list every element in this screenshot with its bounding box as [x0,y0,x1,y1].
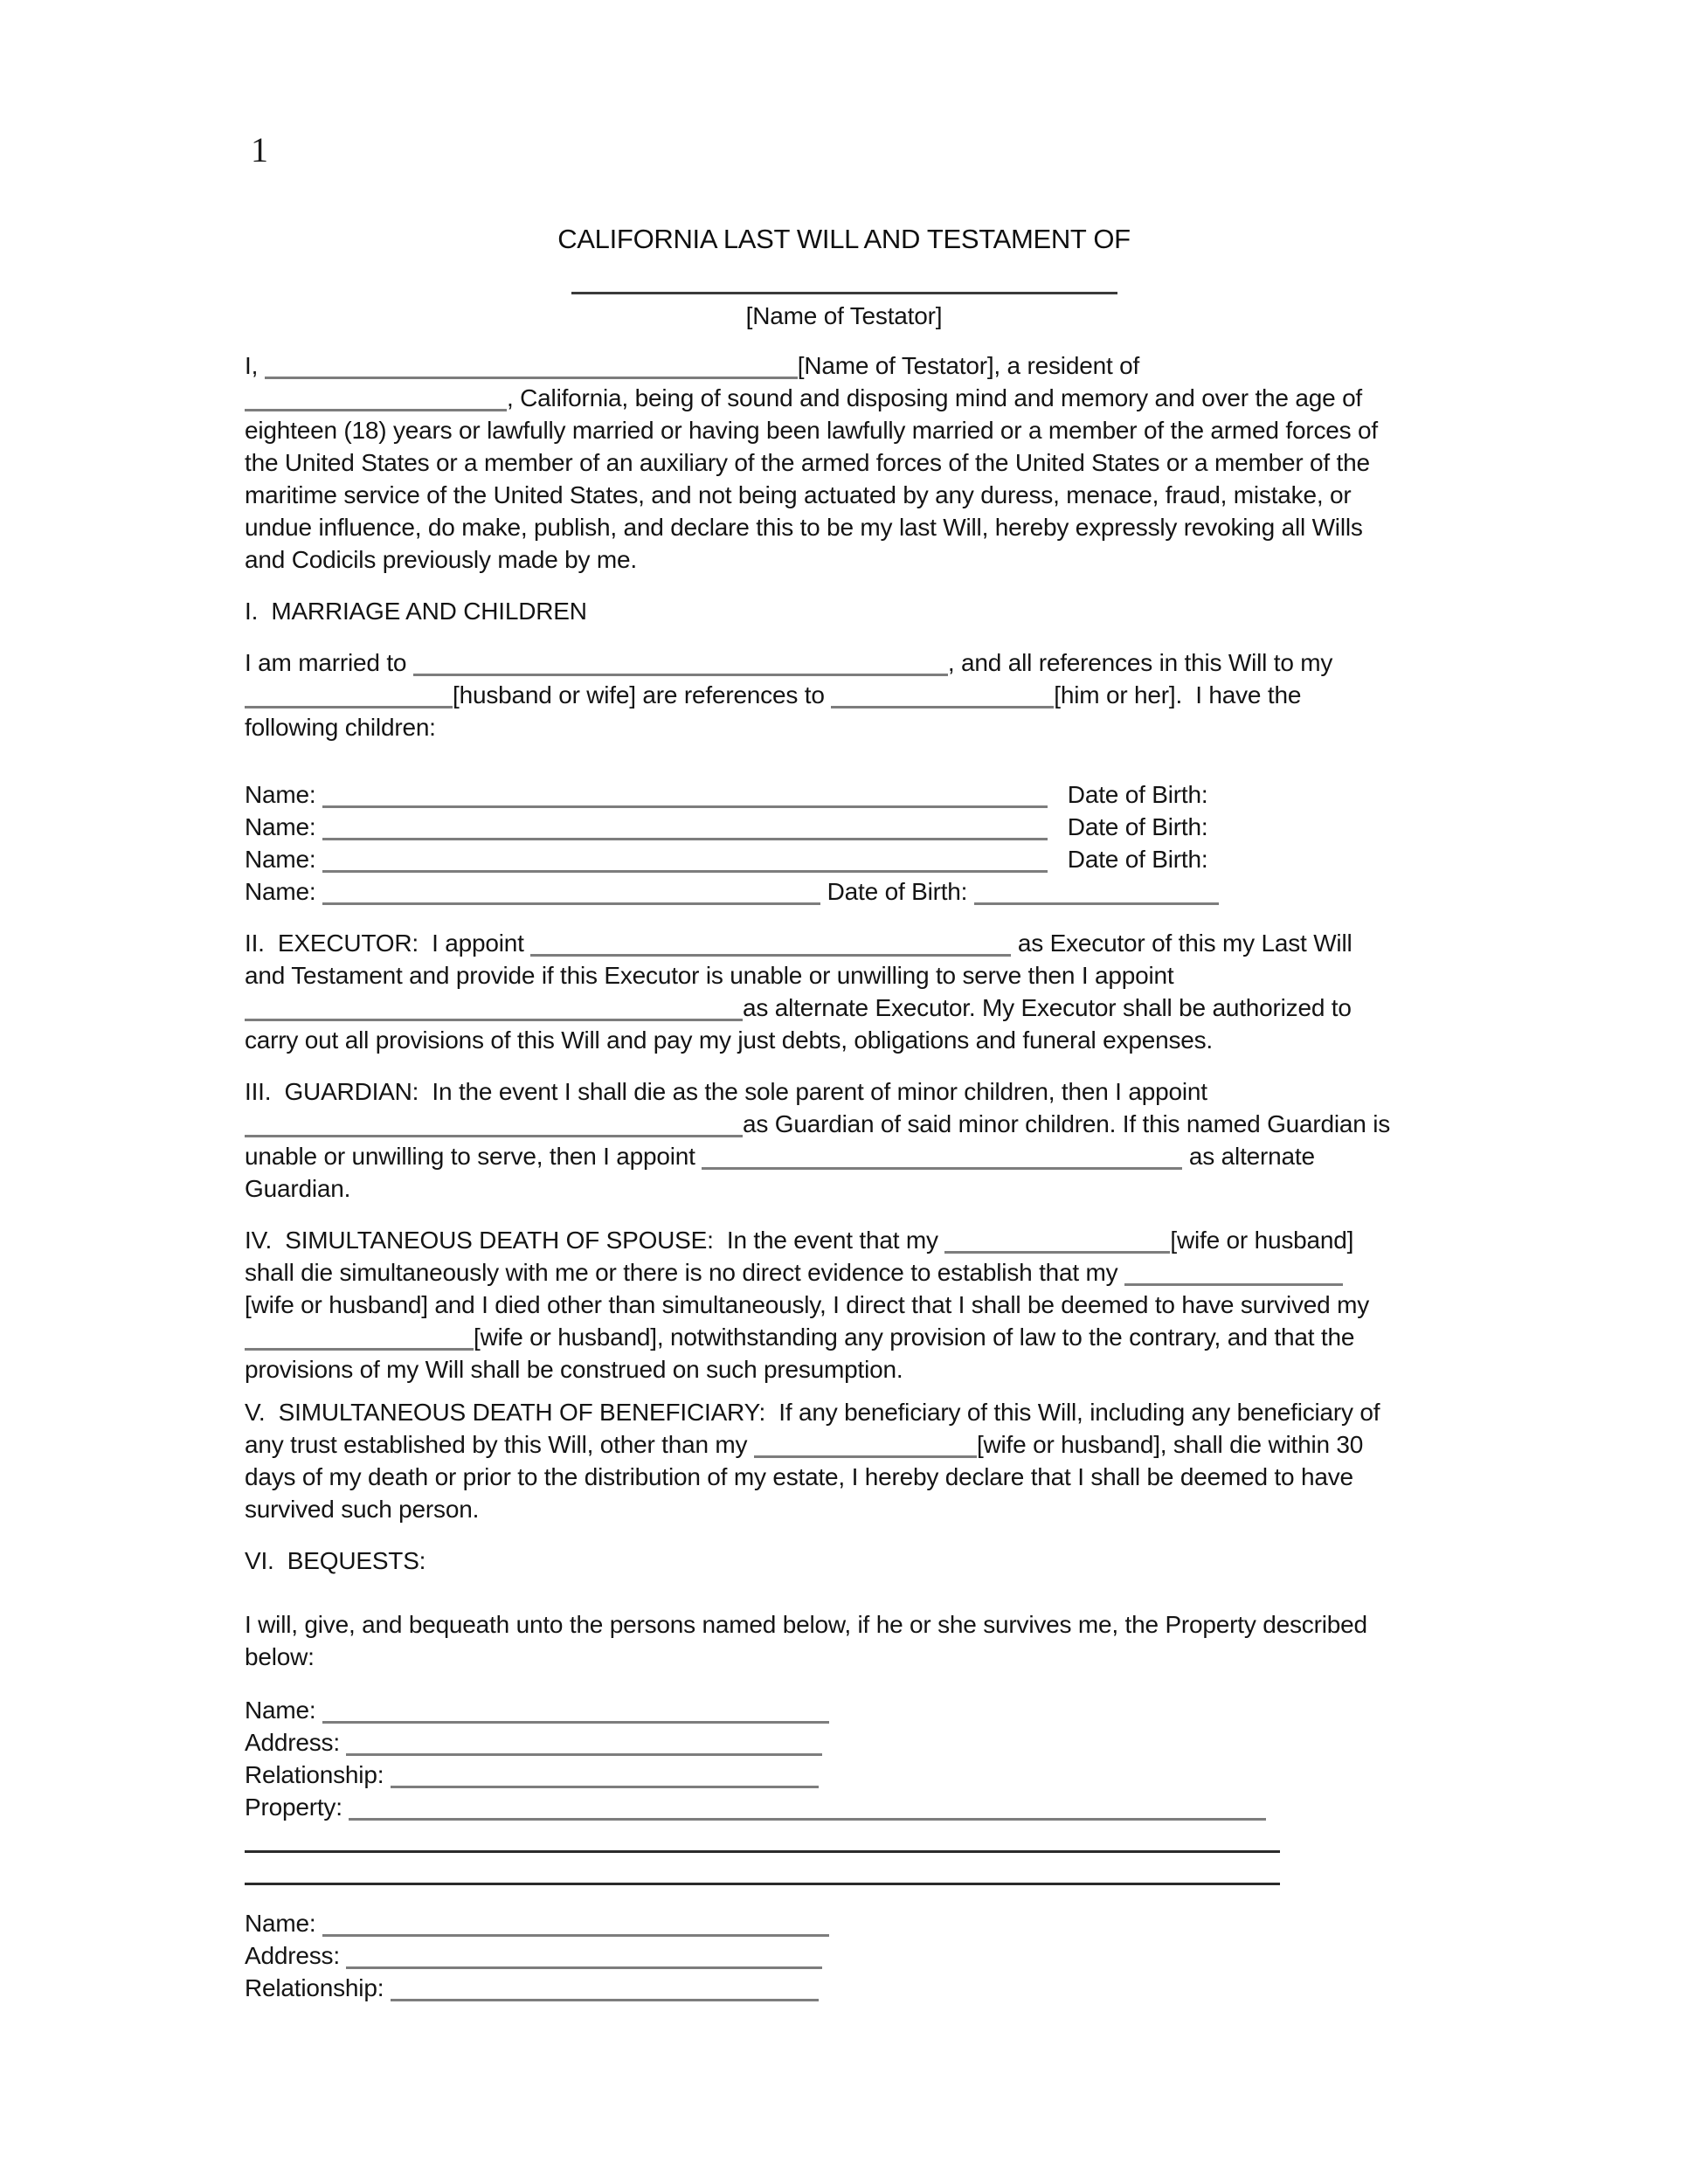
text-line [245,1461,1450,1493]
section-executor [245,927,1450,1056]
blank-field-line [322,869,1048,873]
text-segment: Name: [245,1910,323,1937]
section-heading-bequests [245,1545,1450,1577]
text-segment: I am married to [245,649,413,676]
text-line [245,1224,1450,1256]
text-line [245,1289,1450,1321]
text-segment: Name: [245,813,323,840]
text-segment: [wife or husband], notwithstanding any provision of law to the contrary, and that the [474,1324,1355,1351]
blank-field-line [346,1966,822,1969]
text-line [245,1140,1450,1172]
text-segment: Guardian. [245,1175,351,1202]
text-line [245,543,1450,576]
bequests-intro [245,1608,1450,1673]
blank-field-line [322,902,820,905]
document-body [245,349,1450,2004]
opening-paragraph [245,349,1450,576]
text-segment: Address: [245,1942,347,1969]
text-line [245,1024,1450,1056]
text-segment: provisions of my Will shall be construed on such presumption. [245,1356,903,1383]
text-line [245,414,1450,446]
blank-field-line [322,805,1048,808]
text-line [245,479,1450,511]
text-line [245,1759,1450,1791]
text-segment: days of my death or prior to the distribution of my estate, I hereby declare that I shall be deemed to have [245,1463,1353,1490]
text-segment: [wife or husband], shall die within 30 [976,1431,1364,1458]
text-line [245,992,1450,1024]
blank-field-line [831,705,1054,708]
text-line [245,1641,1450,1673]
text-line [245,1791,1450,1823]
text-line [245,1694,1450,1726]
text-segment: Date of Birth: [1048,781,1208,808]
text-segment: below: [245,1643,315,1670]
text-line [245,1493,1450,1525]
text-segment: and Testament and provide if this Executor is unable or unwilling to serve then I appoint [245,962,1174,989]
blank-field-line [530,953,1011,957]
text-line [245,646,1450,679]
text-line [245,349,1450,382]
text-line [245,843,1450,875]
text-line [245,595,1450,627]
text-segment: survived such person. [245,1496,480,1523]
section-simultaneous-death-beneficiary [245,1396,1450,1525]
text-segment: IV. SIMULTANEOUS DEATH OF SPOUSE: In the event that my [245,1227,945,1254]
text-segment: Date of Birth: [1048,846,1208,873]
children-list [245,778,1450,908]
text-line [245,811,1450,843]
section-simultaneous-death-spouse [245,1224,1450,1386]
text-line [245,1321,1450,1353]
blank-field-line [391,1785,819,1788]
text-line [245,1608,1450,1641]
text-segment: Name: [245,878,323,905]
blank-field-line [754,1455,977,1458]
blank-field-line [265,376,798,379]
text-segment: III. GUARDIAN: In the event I shall die as the sole parent of minor children, then I appoint [245,1078,1207,1105]
text-line [245,1726,1450,1759]
text-line [245,1256,1450,1289]
text-segment: following children: [245,714,436,741]
text-line [245,1172,1450,1205]
blank-field-line [245,1347,474,1351]
document-title: CALIFORNIA LAST WILL AND TESTAMENT OF [557,224,1131,254]
text-segment: Relationship: [245,1974,391,2001]
text-line [245,382,1450,414]
text-line [245,1972,1450,2004]
text-segment: [Name of Testator], a resident of [797,352,1140,379]
text-line [245,511,1450,543]
text-segment: Name: [245,846,323,873]
marriage-paragraph [245,646,1450,743]
text-segment: eighteen (18) years or lawfully married or having been lawfully married or a member of the armed forces of [245,417,1378,444]
text-segment: I, [245,352,265,379]
text-segment: Date of Birth: [1048,813,1208,840]
text-segment: I will, give, and bequeath unto the persons named below, if he or she survives me, the Property described [245,1611,1367,1638]
blank-field-line [413,673,948,676]
blank-field-line [349,1817,1266,1821]
text-segment: Address: [245,1729,347,1756]
text-segment: I. MARRIAGE AND CHILDREN [245,598,587,625]
text-segment: carry out all provisions of this Will and pay my just debts, obligations and funeral expenses. [245,1026,1213,1054]
page-number: 1 [251,130,268,169]
text-segment: as alternate Executor. My Executor shall be authorized to [743,994,1352,1021]
text-line [245,1396,1450,1428]
text-segment: undue influence, do make, publish, and declare this to be my last Will, hereby expressly revoking all Wills [245,514,1363,541]
text-segment: the United States or a member of an auxiliary of the armed forces of the United States or a member of the [245,449,1370,476]
text-segment: unable or unwilling to serve, then I appoint [245,1143,702,1170]
text-segment: and Codicils previously made by me. [245,546,637,573]
blank-field-line [702,1166,1182,1170]
text-line [245,679,1450,711]
text-segment: II. EXECUTOR: I appoint [245,930,531,957]
blank-field-line [322,1720,829,1724]
text-segment: Date of Birth: [820,878,974,905]
text-segment: any trust established by this Will, other than my [245,1431,754,1458]
text-line [245,1108,1450,1140]
text-segment: [him or her]. I have the [1054,681,1302,708]
text-segment: , California, being of sound and disposing mind and memory and over the age of [507,384,1363,411]
text-segment: [wife or husband] [1170,1227,1354,1254]
blank-field-line [245,408,507,411]
text-line [245,446,1450,479]
bequest-entry-2 [245,1907,1450,2004]
text-segment: as alternate [1182,1143,1315,1170]
blank-field-line [346,1752,822,1756]
text-segment: as Executor of this my Last Will [1011,930,1352,957]
text-line [245,1075,1450,1108]
text-line [245,1939,1450,1972]
text-segment: , and all references in this Will to my [947,649,1333,676]
text-line [245,1428,1450,1461]
text-line [245,778,1450,811]
blank-field-line [322,1933,829,1937]
text-line [245,711,1450,743]
testator-name-caption: [Name of Testator] [745,302,943,329]
text-line [245,927,1450,959]
testator-name-blank-wrap [0,262,1688,299]
blank-field-line [245,705,453,708]
blank-field-line [391,1998,819,2001]
blank-field-line [944,1250,1170,1254]
bequest-entry-1 [245,1694,1450,1888]
text-segment: Name: [245,781,323,808]
blank-field-line [245,1018,743,1021]
continuation-rule-line [245,1849,1280,1853]
text-segment: [husband or wife] are references to [453,681,832,708]
text-line [245,1823,1450,1856]
text-segment: VI. BEQUESTS: [245,1547,426,1574]
text-segment: Relationship: [245,1761,391,1788]
section-guardian [245,1075,1450,1205]
text-segment: [wife or husband] and I died other than simultaneously, I direct that I shall be deemed to have survived my [245,1291,1370,1318]
text-line [245,1545,1450,1577]
text-line [245,1353,1450,1386]
text-line [245,1907,1450,1939]
text-segment: Property: [245,1794,349,1821]
continuation-rule-line [245,1882,1280,1885]
text-segment: Name: [245,1697,323,1724]
blank-field-line [322,837,1048,840]
text-segment: as Guardian of said minor children. If this named Guardian is [743,1110,1391,1137]
blank-field-line [1124,1282,1343,1286]
text-line [245,1856,1450,1888]
blank-field-line [974,902,1219,905]
text-segment: maritime service of the United States, and not being actuated by any duress, menace, fraud, mistake, or [245,481,1352,508]
text-segment: V. SIMULTANEOUS DEATH OF BENEFICIARY: If any beneficiary of this Will, including any beneficiary of [245,1399,1380,1426]
section-heading-marriage [245,595,1450,627]
testator-name-blank-line [571,262,1117,294]
text-line [245,959,1450,992]
text-line [245,875,1450,908]
blank-field-line [245,1134,743,1137]
text-segment: shall die simultaneously with me or there is no direct evidence to establish that my [245,1259,1125,1286]
